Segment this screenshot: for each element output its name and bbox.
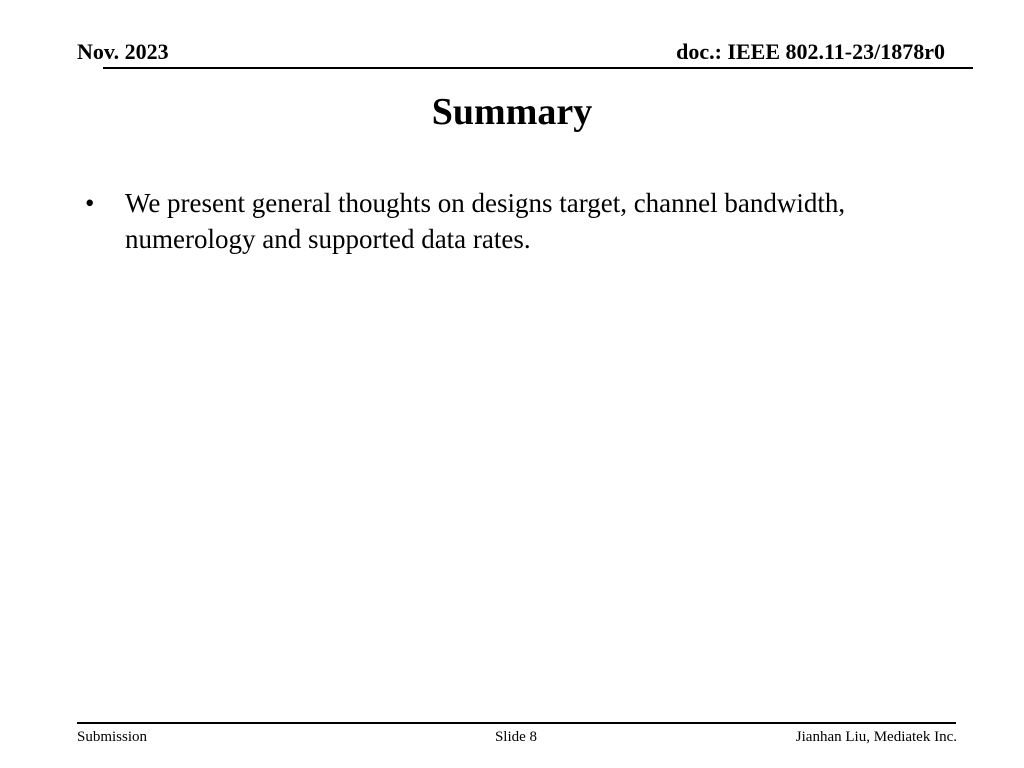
footer-divider [77, 722, 956, 724]
header-doc-id: doc.: IEEE 802.11-23/1878r0 [676, 39, 945, 64]
footer-slide-number: Slide 8 [494, 729, 538, 745]
bullet-icon: • [85, 188, 95, 218]
header-date: Nov. 2023 [77, 39, 169, 64]
header-divider [103, 67, 973, 69]
footer-submission: Submission [77, 729, 148, 745]
bullet-item [85, 185, 925, 257]
bullet-text: We present general thoughts on designs target, channel bandwidth, numerology and supported data rates. [125, 188, 846, 254]
bullet-list [85, 185, 925, 257]
footer-author: Jianhan Liu, Mediatek Inc. [795, 729, 957, 745]
slide-title: Summary [431, 91, 593, 133]
